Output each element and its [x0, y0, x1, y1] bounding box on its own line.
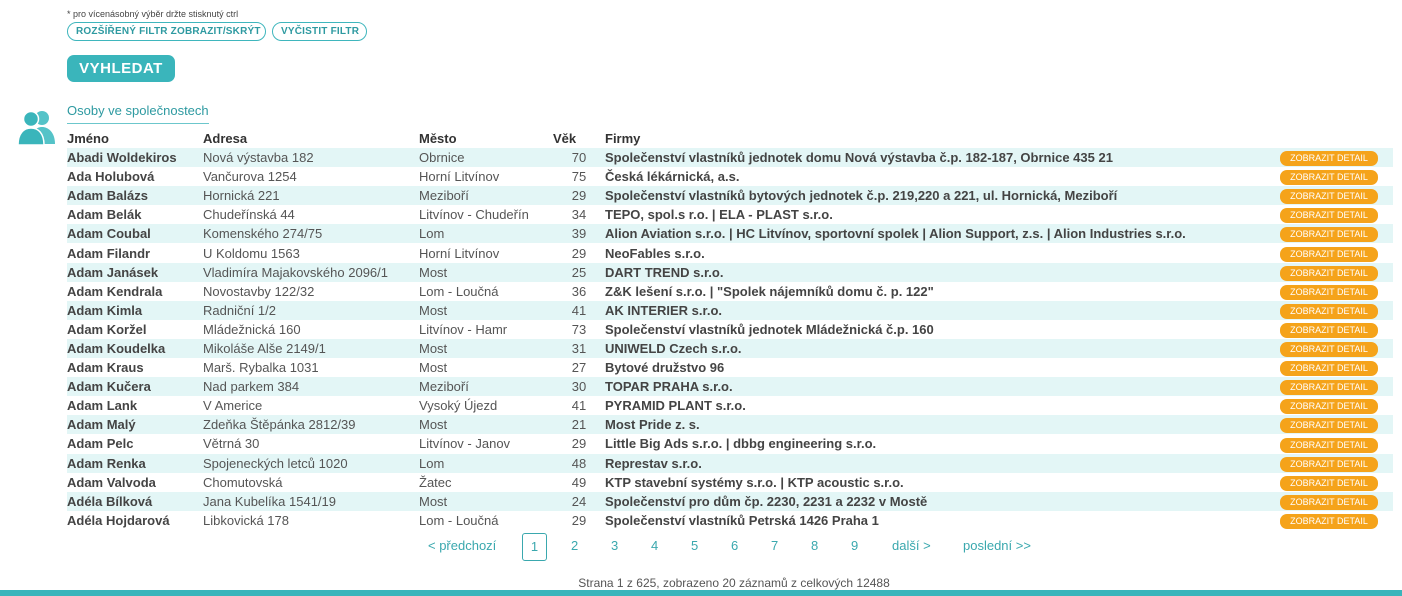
- person-name-link[interactable]: Adam Kendrala: [67, 282, 203, 301]
- person-city: Vysoký Újezd: [419, 396, 553, 415]
- table-header-row: [67, 128, 1393, 148]
- table-row: [67, 205, 1393, 224]
- table-row: [67, 243, 1393, 262]
- person-address: Nad parkem 384: [203, 377, 419, 396]
- show-detail-button[interactable]: ZOBRAZIT DETAIL: [1280, 514, 1378, 529]
- row-actions: [1280, 301, 1393, 320]
- person-firms: Most Pride z. s.: [605, 415, 1280, 434]
- row-actions: [1280, 396, 1393, 415]
- person-age: 48: [553, 454, 605, 473]
- pagination-page-8[interactable]: 8: [811, 538, 819, 553]
- person-name-link[interactable]: Adam Belák: [67, 205, 203, 224]
- show-detail-button[interactable]: ZOBRAZIT DETAIL: [1280, 208, 1378, 223]
- person-city: Žatec: [419, 473, 553, 492]
- table-row: [67, 167, 1393, 186]
- person-age: 29: [553, 434, 605, 453]
- person-firms: UNIWELD Czech s.r.o.: [605, 339, 1280, 358]
- person-address: Mikoláše Alše 2149/1: [203, 339, 419, 358]
- pagination-status: Strana 1 z 625, zobrazeno 20 záznamů z celkových 12488: [578, 576, 890, 590]
- filter-hint: * pro vícenásobný výběr držte stisknutý ctrl: [67, 9, 239, 19]
- person-name-link[interactable]: Adam Kimla: [67, 301, 203, 320]
- person-age: 34: [553, 205, 605, 224]
- person-name-link[interactable]: Abadi Woldekiros: [67, 148, 203, 167]
- person-address: Vančurova 1254: [203, 167, 419, 186]
- person-address: Nová výstavba 182: [203, 148, 419, 167]
- row-actions: [1280, 205, 1393, 224]
- person-firms: Společenství vlastníků bytových jednotek č.p. 219,220 a 221, ul. Hornická, Meziboří: [605, 186, 1280, 205]
- show-detail-button[interactable]: ZOBRAZIT DETAIL: [1280, 285, 1378, 300]
- person-address: Mládežnická 160: [203, 320, 419, 339]
- person-age: 41: [553, 301, 605, 320]
- person-firms: KTP stavební systémy s.r.o. | KTP acoustic s.r.o.: [605, 473, 1280, 492]
- show-detail-button[interactable]: ZOBRAZIT DETAIL: [1280, 457, 1378, 472]
- show-detail-button[interactable]: ZOBRAZIT DETAIL: [1280, 399, 1378, 414]
- row-actions: [1280, 511, 1393, 530]
- show-detail-button[interactable]: ZOBRAZIT DETAIL: [1280, 342, 1378, 357]
- person-address: Vladimíra Majakovského 2096/1: [203, 263, 419, 282]
- show-detail-button[interactable]: ZOBRAZIT DETAIL: [1280, 227, 1378, 242]
- person-name-link[interactable]: Adam Janásek: [67, 263, 203, 282]
- person-address: Novostavby 122/32: [203, 282, 419, 301]
- person-address: Chomutovská: [203, 473, 419, 492]
- person-city: Horní Litvínov: [419, 167, 553, 186]
- row-actions: [1280, 358, 1393, 377]
- people-icon: [17, 108, 57, 146]
- search-button[interactable]: VYHLEDAT: [67, 55, 175, 82]
- person-city: Obrnice: [419, 148, 553, 167]
- row-actions: [1280, 339, 1393, 358]
- table-row: [67, 320, 1393, 339]
- row-actions: [1280, 224, 1393, 243]
- person-firms: PYRAMID PLANT s.r.o.: [605, 396, 1280, 415]
- person-age: 21: [553, 415, 605, 434]
- clear-filter-button[interactable]: VYČISTIT FILTR: [272, 22, 367, 41]
- header-address[interactable]: Adresa: [203, 131, 248, 146]
- person-name-link[interactable]: Adam Renka: [67, 454, 203, 473]
- person-age: 25: [553, 263, 605, 282]
- footer-bar: [0, 590, 1402, 596]
- show-detail-button[interactable]: ZOBRAZIT DETAIL: [1280, 247, 1378, 262]
- pagination-page-7[interactable]: 7: [771, 538, 779, 553]
- person-age: 24: [553, 492, 605, 511]
- person-name-link[interactable]: Adam Balázs: [67, 186, 203, 205]
- row-actions: [1280, 167, 1393, 186]
- show-detail-button[interactable]: ZOBRAZIT DETAIL: [1280, 476, 1378, 491]
- person-address: Chudeřínská 44: [203, 205, 419, 224]
- row-actions: [1280, 434, 1393, 453]
- pagination-page-6[interactable]: 6: [731, 538, 739, 553]
- person-firms: Alion Aviation s.r.o. | HC Litvínov, sportovní spolek | Alion Support, z.s. | Alion Industries s.r.o.: [605, 224, 1280, 243]
- table-row: [67, 396, 1393, 415]
- table-row: [67, 224, 1393, 243]
- person-firms: Bytové družstvo 96: [605, 358, 1280, 377]
- person-age: 75: [553, 167, 605, 186]
- person-city: Most: [419, 492, 553, 511]
- person-name-link[interactable]: Adam Kraus: [67, 358, 203, 377]
- row-actions: [1280, 243, 1393, 262]
- person-age: 73: [553, 320, 605, 339]
- person-address: Komenského 274/75: [203, 224, 419, 243]
- person-name-link[interactable]: Adéla Hojdarová: [67, 511, 203, 530]
- row-actions: [1280, 263, 1393, 282]
- row-actions: [1280, 186, 1393, 205]
- person-city: Lom - Loučná: [419, 282, 553, 301]
- header-name[interactable]: Jméno: [67, 131, 109, 146]
- person-address: Spojeneckých letců 1020: [203, 454, 419, 473]
- person-city: Lom - Loučná: [419, 511, 553, 530]
- table-row: [67, 186, 1393, 205]
- show-detail-button[interactable]: ZOBRAZIT DETAIL: [1280, 323, 1378, 338]
- person-address: Radniční 1/2: [203, 301, 419, 320]
- person-firms: Little Big Ads s.r.o. | dbbg engineering s.r.o.: [605, 434, 1280, 453]
- person-firms: Represtav s.r.o.: [605, 454, 1280, 473]
- person-name-link[interactable]: Adam Kučera: [67, 377, 203, 396]
- person-firms: Z&K lešení s.r.o. | "Spolek nájemníků domu č. p. 122": [605, 282, 1280, 301]
- person-address: Hornická 221: [203, 186, 419, 205]
- header-city[interactable]: Město: [419, 131, 457, 146]
- pagination-page-4[interactable]: 4: [651, 538, 659, 553]
- person-firms: DART TREND s.r.o.: [605, 263, 1280, 282]
- person-city: Most: [419, 301, 553, 320]
- person-address: U Koldomu 1563: [203, 243, 419, 262]
- person-firms: TEPO, spol.s r.o. | ELA - PLAST s.r.o.: [605, 205, 1280, 224]
- person-name-link[interactable]: Adam Pelc: [67, 434, 203, 453]
- pagination-page-5[interactable]: 5: [691, 538, 699, 553]
- header-actions: [1280, 128, 1393, 148]
- person-age: 39: [553, 224, 605, 243]
- person-age: 29: [553, 186, 605, 205]
- person-city: Horní Litvínov: [419, 243, 553, 262]
- person-city: Most: [419, 339, 553, 358]
- row-actions: [1280, 473, 1393, 492]
- pagination-next-link[interactable]: další >: [892, 538, 931, 553]
- person-age: 31: [553, 339, 605, 358]
- header-age[interactable]: Věk: [553, 131, 577, 146]
- pagination-last-link[interactable]: poslední >>: [963, 538, 1031, 553]
- person-age: 49: [553, 473, 605, 492]
- table-row: [67, 415, 1393, 434]
- person-city: Lom: [419, 454, 553, 473]
- person-name-link[interactable]: Adam Malý: [67, 415, 203, 434]
- person-firms: Společenství pro dům čp. 2230, 2231 a 2232 v Mostě: [605, 492, 1280, 511]
- person-age: 41: [553, 396, 605, 415]
- show-detail-button[interactable]: ZOBRAZIT DETAIL: [1280, 495, 1378, 510]
- pagination: [0, 533, 1402, 561]
- table-row: [67, 358, 1393, 377]
- person-firms: AK INTERIER s.r.o.: [605, 301, 1280, 320]
- person-city: Litvínov - Hamr: [419, 320, 553, 339]
- show-detail-button[interactable]: ZOBRAZIT DETAIL: [1280, 189, 1378, 204]
- row-actions: [1280, 454, 1393, 473]
- table-row: [67, 148, 1393, 167]
- person-name-link[interactable]: Adam Filandr: [67, 243, 203, 262]
- table-row: [67, 282, 1393, 301]
- person-address: Libkovická 178: [203, 511, 419, 530]
- show-detail-button[interactable]: ZOBRAZIT DETAIL: [1280, 438, 1378, 453]
- person-name-link[interactable]: Ada Holubová: [67, 167, 203, 186]
- person-address: Větrná 30: [203, 434, 419, 453]
- row-actions: [1280, 415, 1393, 434]
- header-firms[interactable]: Firmy: [605, 131, 641, 146]
- pagination-page-3[interactable]: 3: [611, 538, 619, 553]
- person-address: Marš. Rybalka 1031: [203, 358, 419, 377]
- person-city: Most: [419, 415, 553, 434]
- person-age: 36: [553, 282, 605, 301]
- row-actions: [1280, 282, 1393, 301]
- row-actions: [1280, 148, 1393, 167]
- person-name-link[interactable]: Adam Lank: [67, 396, 203, 415]
- pagination-page-9[interactable]: 9: [851, 538, 859, 553]
- pagination-page-1[interactable]: 1: [522, 533, 547, 561]
- person-address: Jana Kubelíka 1541/19: [203, 492, 419, 511]
- person-name-link[interactable]: Adam Koudelka: [67, 339, 203, 358]
- show-detail-button[interactable]: ZOBRAZIT DETAIL: [1280, 418, 1378, 433]
- show-detail-button[interactable]: ZOBRAZIT DETAIL: [1280, 304, 1378, 319]
- show-detail-button[interactable]: ZOBRAZIT DETAIL: [1280, 380, 1378, 395]
- table-row: [67, 492, 1393, 511]
- person-firms: Společenství vlastníků Petrská 1426 Praha 1: [605, 511, 1280, 530]
- row-actions: [1280, 320, 1393, 339]
- show-detail-button[interactable]: ZOBRAZIT DETAIL: [1280, 151, 1378, 166]
- person-age: 27: [553, 358, 605, 377]
- table-row: [67, 454, 1393, 473]
- row-actions: [1280, 492, 1393, 511]
- pagination-page-2[interactable]: 2: [571, 538, 579, 553]
- person-age: 29: [553, 243, 605, 262]
- person-city: Litvínov - Janov: [419, 434, 553, 453]
- person-age: 30: [553, 377, 605, 396]
- table-row: [67, 377, 1393, 396]
- person-city: Meziboří: [419, 186, 553, 205]
- person-address: V Americe: [203, 396, 419, 415]
- person-firms: Česká lékárnická, a.s.: [605, 167, 1280, 186]
- table-row: [67, 301, 1393, 320]
- person-firms: TOPAR PRAHA s.r.o.: [605, 377, 1280, 396]
- person-name-link[interactable]: Adam Koržel: [67, 320, 203, 339]
- show-detail-button[interactable]: ZOBRAZIT DETAIL: [1280, 170, 1378, 185]
- table-row: [67, 434, 1393, 453]
- person-city: Most: [419, 358, 553, 377]
- table-row: [67, 511, 1393, 530]
- person-firms: Společenství vlastníků jednotek Mládežnická č.p. 160: [605, 320, 1280, 339]
- show-detail-button[interactable]: ZOBRAZIT DETAIL: [1280, 266, 1378, 281]
- table-row: [67, 263, 1393, 282]
- person-age: 29: [553, 511, 605, 530]
- persons-table: [67, 128, 1393, 530]
- person-name-link[interactable]: Adéla Bílková: [67, 492, 203, 511]
- section-title[interactable]: Osoby ve společnostech: [67, 103, 209, 124]
- extended-filter-toggle-button[interactable]: ROZŠÍŘENÝ FILTR ZOBRAZIT/SKRÝT: [67, 22, 266, 41]
- table-row: [67, 339, 1393, 358]
- person-city: Litvínov - Chudeřín: [419, 205, 553, 224]
- person-city: Most: [419, 263, 553, 282]
- table-row: [67, 473, 1393, 492]
- pagination-prev-link[interactable]: < předchozí: [428, 538, 497, 553]
- person-firms: NeoFables s.r.o.: [605, 243, 1280, 262]
- show-detail-button[interactable]: ZOBRAZIT DETAIL: [1280, 361, 1378, 376]
- person-address: Zdeňka Štěpánka 2812/39: [203, 415, 419, 434]
- row-actions: [1280, 377, 1393, 396]
- person-city: Lom: [419, 224, 553, 243]
- person-firms: Společenství vlastníků jednotek domu Nová výstavba č.p. 182-187, Obrnice 435 21: [605, 148, 1280, 167]
- person-name-link[interactable]: Adam Coubal: [67, 224, 203, 243]
- person-city: Meziboří: [419, 377, 553, 396]
- person-age: 70: [553, 148, 605, 167]
- person-name-link[interactable]: Adam Valvoda: [67, 473, 203, 492]
